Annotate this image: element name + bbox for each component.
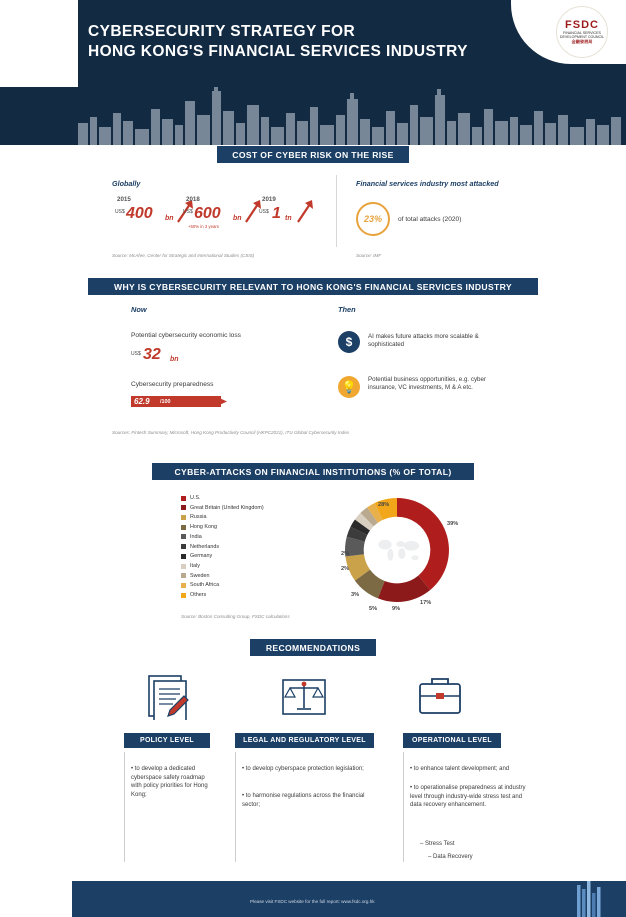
rec-operational-item-3: – Data Recovery <box>428 854 473 860</box>
cost-year-0: 2015 <box>117 196 131 203</box>
chart-source: Source: Boston Consulting Group, FSDC calculations <box>181 614 290 619</box>
donut-label-hk: 9% <box>392 606 401 612</box>
logo-main-text: FSDC <box>565 18 599 31</box>
cost-amount-2: 1 <box>272 205 281 222</box>
economic-loss-label: Potential cybersecurity economic loss <box>131 332 241 339</box>
header <box>0 0 626 145</box>
then-label: Then <box>338 305 356 314</box>
logo-chinese-text: 金融發展局 <box>571 39 593 45</box>
then-point-2: Potential business opportunities, e.g. cyber insurance, VC investments, M & A etc. <box>368 376 486 392</box>
legend-swatch <box>181 554 186 559</box>
arrow-up-icon-2 <box>296 198 314 224</box>
legend-label: U.S. <box>190 495 201 501</box>
donut-label-nl: 2% <box>341 566 350 572</box>
cost-amount-1: 600 <box>194 205 221 222</box>
cost-divider <box>336 175 337 247</box>
rec-legal-item-1: • to harmonise regulations across the financial sector; <box>242 793 365 808</box>
footer <box>0 867 626 917</box>
now-label: Now <box>131 305 147 314</box>
rec-head-operational: OPERATIONAL LEVEL <box>403 733 501 748</box>
rec-operational-item-1: • to operationalise preparedness at industry level through industry-wide stress test and data recovery enhancement. <box>410 785 526 809</box>
legend-item <box>181 533 264 541</box>
legend-label: Germany <box>190 553 213 560</box>
legend-item <box>181 504 264 512</box>
legend-item <box>181 572 264 580</box>
chart-legend <box>181 494 264 601</box>
briefcase-icon <box>413 672 467 720</box>
donut-label-gb: 17% <box>420 600 432 606</box>
cost-source-right: Source: IMF <box>356 253 382 258</box>
legend-item <box>181 513 264 521</box>
globally-label: Globally <box>112 179 141 188</box>
preparedness-score: 62.9 <box>134 397 150 406</box>
economic-loss-unit: bn <box>170 356 179 363</box>
rec-policy-item-0: • to develop a dedicated cyberspace safety roadmap with policy priorities for Hong Kong; <box>131 766 208 798</box>
legend-label: India <box>190 533 202 540</box>
legend-label: Sweden <box>190 572 210 579</box>
cost-currency-1: US$ <box>183 209 193 215</box>
legend-swatch <box>181 544 186 549</box>
page-title-line2: HONG KONG'S FINANCIAL SERVICES INDUSTRY <box>88 43 468 60</box>
rec-divider-operational <box>403 752 404 862</box>
donut-label-others: 28% <box>378 502 390 508</box>
economic-loss-currency: US$ <box>131 351 141 357</box>
legend-label: Russia <box>190 514 207 521</box>
pct-attacks-label: of total attacks (2020) <box>398 216 462 223</box>
legend-swatch <box>181 564 186 569</box>
rec-divider-legal <box>235 752 236 862</box>
fsdc-logo <box>556 6 608 58</box>
rec-divider-policy <box>124 752 125 862</box>
donut-label-us: 39% <box>447 521 459 527</box>
skyline-graphic <box>0 87 626 145</box>
economic-loss-amount: 32 <box>143 346 161 363</box>
why-source: Sources: Fintech Summary, Microsoft, Hong Kong Productivity Council (HKPC2021), ITU Global Cybersecurity Index <box>112 430 350 435</box>
legend-item <box>181 562 264 570</box>
bar-arrow-icon <box>215 396 227 407</box>
cost-unit-2: tn <box>285 215 292 222</box>
cost-amount-0: 400 <box>126 205 153 222</box>
preparedness-total: /100 <box>160 399 171 405</box>
legend-item <box>181 523 264 531</box>
document-icon <box>140 672 194 720</box>
legend-label: Great Britain (United Kingdom) <box>190 504 264 511</box>
then-point-1: AI makes future attacks more scalable & sophisticated <box>368 333 479 349</box>
legend-swatch <box>181 583 186 588</box>
legend-item <box>181 552 264 560</box>
legend-item <box>181 581 264 589</box>
legend-label: Others <box>190 592 207 599</box>
left-white-margin <box>0 145 72 917</box>
donut-label-de: 2% <box>341 551 350 557</box>
lightbulb-icon: 💡 <box>338 376 360 398</box>
legend-swatch <box>181 534 186 539</box>
banner-cost: COST OF CYBER RISK ON THE RISE <box>217 146 409 163</box>
banner-recommendations: RECOMMENDATIONS <box>250 639 376 656</box>
rec-head-legal: LEGAL AND REGULATORY LEVEL <box>235 733 374 748</box>
rec-operational-item-0: • to enhance talent development; and <box>410 766 510 772</box>
donut-label-in: 3% <box>351 592 360 598</box>
legend-item <box>181 543 264 551</box>
rec-head-policy: POLICY LEVEL <box>124 733 210 748</box>
footer-stripes-graphic <box>577 879 601 917</box>
legend-swatch <box>181 515 186 520</box>
cost-year-1: 2018 <box>186 196 200 203</box>
cost-unit-1: bn <box>233 215 242 222</box>
donut-label-ru: 5% <box>369 606 378 612</box>
fs-attacked-label: Financial services industry most attacked <box>356 179 499 188</box>
rec-operational-item-2: – Stress Test <box>420 841 455 847</box>
page-title <box>88 22 468 62</box>
logo-sub-text: FINANCIAL SERVICES DEVELOPMENT COUNCIL <box>559 30 605 39</box>
preparedness-label: Cybersecurity preparedness <box>131 381 214 388</box>
legend-item <box>181 494 264 502</box>
legend-swatch <box>181 573 186 578</box>
scales-icon <box>277 672 331 720</box>
legend-label: Hong Kong <box>190 524 217 531</box>
legend-swatch <box>181 593 186 598</box>
cost-currency-2: US$ <box>259 209 269 215</box>
banner-attacks: CYBER-ATTACKS ON FINANCIAL INSTITUTIONS (% OF TOTAL) <box>152 463 474 480</box>
cost-currency-0: US$ <box>115 209 125 215</box>
legend-swatch <box>181 505 186 510</box>
legend-swatch <box>181 496 186 501</box>
legend-swatch <box>181 525 186 530</box>
rec-legal-item-0: • to develop cyberspace protection legislation; <box>242 766 364 772</box>
dollar-icon: $ <box>338 331 360 353</box>
banner-why: WHY IS CYBERSECURITY RELEVANT TO HONG KONG'S FINANCIAL SERVICES INDUSTRY <box>88 278 538 295</box>
page-title-line1: CYBERSECURITY STRATEGY FOR <box>88 23 356 40</box>
legend-label: Italy <box>190 562 200 569</box>
pct-attacks-badge: 23% <box>356 202 390 236</box>
cost-sub-1: +50% in 3 years <box>188 224 219 229</box>
legend-item <box>181 591 264 599</box>
legend-label: Netherlands <box>190 543 220 550</box>
cost-unit-0: bn <box>165 215 174 222</box>
cost-year-2: 2019 <box>262 196 276 203</box>
cost-source-left: Source: McAfee, Center for Strategic and International Studies (CSIS) <box>112 253 255 258</box>
legend-label: South Africa <box>190 582 220 589</box>
footer-text: Please visit FSDC website for the full report: www.fsdc.org.hk <box>250 899 375 904</box>
